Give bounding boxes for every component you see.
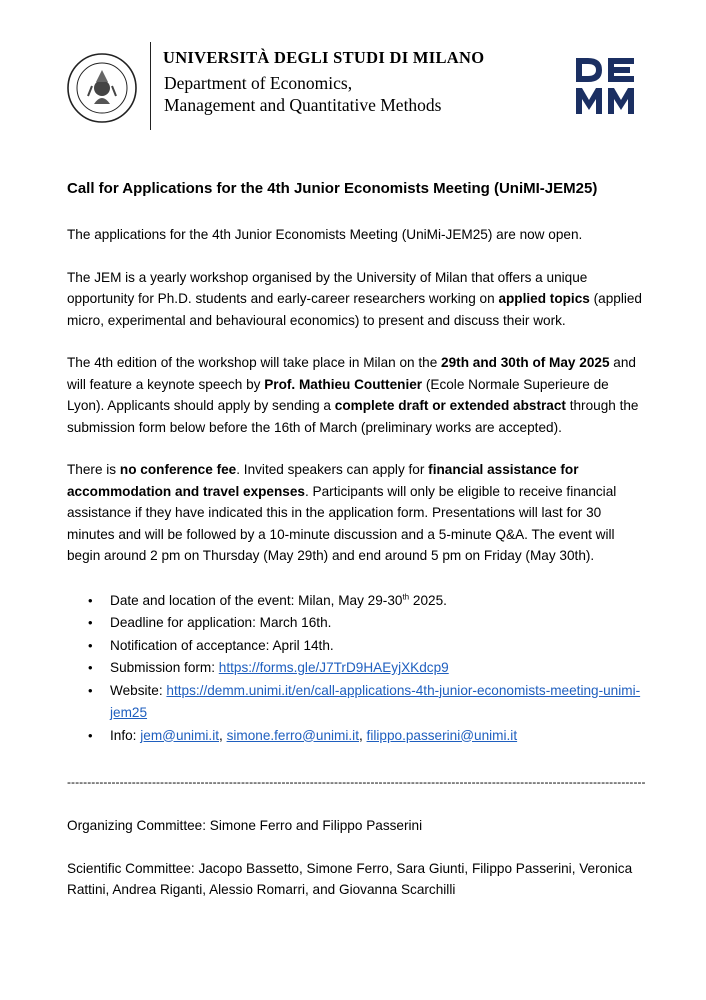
list-item-website: • Website: https://demm.unimi.it/en/call-applications-4th-junior-economists-meeting-unimi-jem25 xyxy=(67,680,647,725)
intro-paragraph: The applications for the 4th Junior Economists Meeting (UniMi-JEM25) are now open. xyxy=(67,227,583,242)
fee-paragraph: There is no conference fee. Invited speakers can apply for financial assistance for accommodation and travel expenses. Participants will only be eligible to receive financial assistance if they have indicated this in the application form. Presentations will last for 30 minutes and will be followed by a 10-minute discussion and a 5-minute Q&A. The event will begin around 2 pm on Thursday (May 29th) and end around 5 pm on Friday (May 30th). xyxy=(67,462,617,563)
bullet-icon: • xyxy=(88,615,93,630)
university-name: UNIVERSITÀ DEGLI STUDI DI MILANO xyxy=(163,48,485,67)
demm-logo xyxy=(574,56,636,116)
separator-line: ----------------------------------------------------------------------------------------------------------------------------------------------- xyxy=(67,775,646,789)
list-item-deadline: • Deadline for application: March 16th. xyxy=(67,612,647,635)
department-name: Department of Economics, Management and Quantitative Methods xyxy=(164,73,442,115)
list-item-date: • Date and location of the event: Milan, May 29-30th 2025. xyxy=(67,590,647,613)
bullet-icon: • xyxy=(88,727,93,743)
bullet-icon: • xyxy=(88,592,93,608)
edition-paragraph: The 4th edition of the workshop will take place in Milan on the 29th and 30th of May 2025 and will feature a keynote speech by Prof. Mathieu Couttenier (Ecole Normale Superieure de Lyon). Applicants should apply by sending a complete draft or extended abstract through the submission form below before the 16th of March (preliminary works are accepted). xyxy=(67,355,639,435)
submission-form-link[interactable]: https://forms.gle/J7TrD9HAEyjXKdcp9 xyxy=(218,660,449,675)
bullet-icon: • xyxy=(88,660,93,675)
bullet-icon: • xyxy=(88,682,93,698)
email-link-jem[interactable]: jem@unimi.it xyxy=(140,727,219,743)
organizing-committee: Organizing Committee: Simone Ferro and Filippo Passerini xyxy=(67,818,423,833)
document-body xyxy=(67,172,647,901)
header-divider xyxy=(150,42,151,130)
university-seal-logo xyxy=(66,52,138,124)
list-item-info: • Info: jem@unimi.it, simone.ferro@unimi.it, filippo.passerini@unimi.it xyxy=(67,725,647,748)
email-link-passerini[interactable]: filippo.passerini@unimi.it xyxy=(366,727,518,743)
website-link[interactable]: https://demm.unimi.it/en/call-applications-4th-junior-economists-meeting-unimi-jem25 xyxy=(110,682,641,720)
page-title: Call for Applications for the 4th Junior Economists Meeting (UniMI-JEM25) xyxy=(67,180,598,197)
scientific-committee: Scientific Committee: Jacopo Bassetto, Simone Ferro, Sara Giunti, Filippo Passerini, Veronica Rattini, Andrea Riganti, Alessio Romarri, and Giovanna Scarchilli xyxy=(67,860,633,897)
details-list xyxy=(67,590,647,748)
description-paragraph: The JEM is a yearly workshop organised by the University of Milan that offers a unique opportunity for Ph.D. students and early-career researchers working on applied topics (applied micro, experimental and behavioural economics) to present and discuss their work. xyxy=(67,269,642,328)
list-item-submission: • Submission form: https://forms.gle/J7TrD9HAEyjXKdcp9 xyxy=(67,657,647,680)
email-link-ferro[interactable]: simone.ferro@unimi.it xyxy=(226,727,359,743)
list-item-notification: • Notification of acceptance: April 14th. xyxy=(67,635,647,658)
letterhead xyxy=(0,0,706,140)
bullet-icon: • xyxy=(88,637,93,653)
